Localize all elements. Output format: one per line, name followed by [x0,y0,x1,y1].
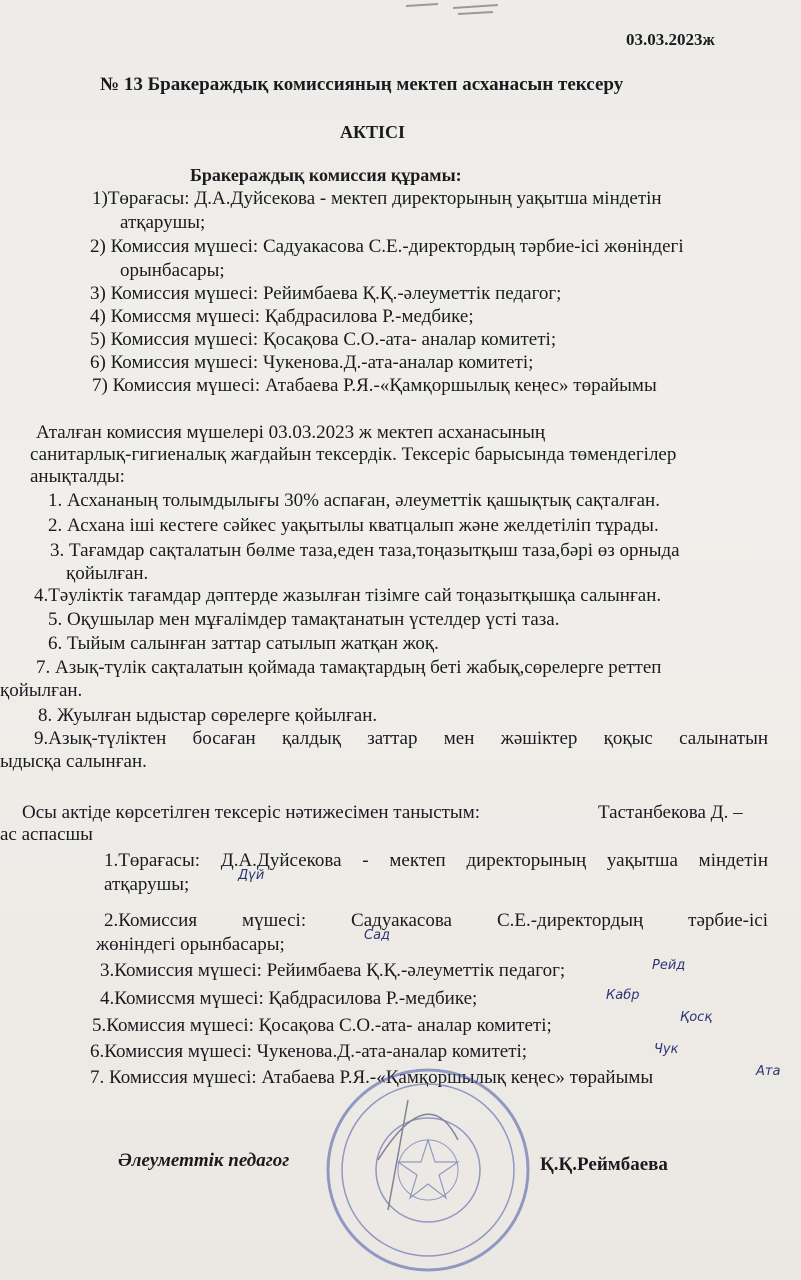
finding-6: 6. Тыйым салынған заттар сатылып жатқан жоқ. [48,633,439,654]
document-subtitle: АКТІСІ [340,122,406,142]
composition-item-1: 1)Төрағасы: Д.А.Дуйсекова - мектеп директорының уақытша міндетін [92,188,662,209]
composition-item-3: 3) Комиссия мүшесі: Рейимбаева Қ.Қ.-әлеуметтік педагог; [90,283,562,304]
signatory-5: 5.Комиссия мүшесі: Қосақова С.О.-ата- аналар комитеті; [92,1015,552,1036]
signature-3: Рейд [652,958,686,973]
signature-1: Дүй [238,868,265,883]
finding-8: 8. Жуылған ыдыстар сөрелерге қойылған. [38,705,378,726]
commission-heading: Бракераждық комиссия құрамы: [190,165,462,185]
document-date: 03.03.2023ж [626,30,715,49]
signature-2: Сад [364,928,391,943]
signatory-2-cont: жөніндегі орынбасары; [96,934,285,955]
finding-7: 7. Азық-түлік сақталатын қоймада тамақтардың беті жабық,сөрелерге реттеп [36,657,662,678]
composition-item-6: 6) Комиссия мүшесі: Чукенова.Д.-ата-аналар комитеті; [90,352,534,373]
official-stamp [318,1060,538,1280]
acknowledgement-signer-role: ас аспасшы [0,824,93,845]
signatory-2: 2.Комиссия мүшесі: Садуакасова С.Е.-директордың тәрбие-ісі [104,910,768,931]
signatory-1: 1.Төрағасы: Д.А.Дуйсекова - мектеп директорының уақытша міндетін [104,850,768,871]
signatory-1-cont: атқарушы; [104,874,190,895]
composition-item-2: 2) Комиссия мүшесі: Садуакасова С.Е.-директордың тәрбие-ісі жөніндегі [90,236,684,257]
signature-6: Чук [654,1042,679,1057]
finding-5: 5. Оқушылар мен мұғалімдер тамақтанатын үстелдер үсті таза. [48,609,560,630]
signature-4: Кабр [606,988,640,1003]
finding-7-cont: қойылған. [0,680,83,701]
acknowledgement: Осы актіде көрсетілген тексеріс нәтижесімен таныстым: [22,802,481,823]
inspection-intro-line-3: анықталды: [30,466,125,487]
bleed-through-mark [398,0,518,22]
signatory-3: 3.Комиссия мүшесі: Рейимбаева Қ.Қ.-әлеуметтік педагог; [100,960,566,981]
document-title: № 13 Бракераждық комиссияның мектеп асханасын тексеру [100,74,624,95]
composition-item-2-cont: орынбасары; [120,260,225,281]
signatory-7: 7. Комиссия мүшесі: Атабаева Р.Я.-«Қамқоршылық кеңес» төрайымы [90,1067,654,1088]
inspection-intro-line-2: санитарлық-гигиеналық жағдайын тексердік. Тексеріс барысында төмендегілер [30,444,677,465]
finding-2: 2. Асхана іші кестеге сәйкес уақытылы кватцалып және желдетіліп тұрады. [48,515,659,536]
finding-3: 3. Тағамдар сақталатын бөлме таза,еден таза,тоңазытқыш таза,бәрі өз орныда [50,540,680,561]
composition-item-4: 4) Комиссмя мүшесі: Қабдрасилова Р.-медбике; [90,306,474,327]
finding-9: 9.Азық-түліктен босаған қалдық заттар мен жәшіктер қоқыс салынатын [34,728,768,749]
signature-7: Ата [756,1064,781,1079]
signatory-4: 4.Комиссмя мүшесі: Қабдрасилова Р.-медбике; [100,988,478,1009]
signatory-6: 6.Комиссия мүшесі: Чукенова.Д.-ата-аналар комитеті; [90,1041,528,1062]
finding-3-cont: қойылған. [66,563,149,584]
composition-item-1-cont: атқарушы; [120,212,206,233]
finding-4: 4.Тәуліктік тағамдар дәптерде жазылған тізімге сай тоңазытқышқа салынған. [34,585,662,606]
inspection-intro-line-1: Аталған комиссия мүшелері 03.03.2023 ж мектеп асханасының [36,422,546,443]
footer-name: Қ.Қ.Реймбаева [540,1154,668,1175]
composition-item-7: 7) Комиссия мүшесі: Атабаева Р.Я.-«Қамқоршылық кеңес» төрайымы [92,375,657,396]
signature-5: Қосқ [680,1010,713,1025]
footer-role: Әлеуметтік педагог [118,1150,290,1171]
finding-1: 1. Асхананың толымдылығы 30% аспаған, әлеуметтік қашықтық сақталған. [48,490,660,511]
composition-item-5: 5) Комиссия мүшесі: Қосақова С.О.-ата- аналар комитеті; [90,329,557,350]
acknowledgement-signer: Тастанбекова Д. – [598,802,743,823]
finding-9-cont: ыдысқа салынған. [0,751,147,772]
